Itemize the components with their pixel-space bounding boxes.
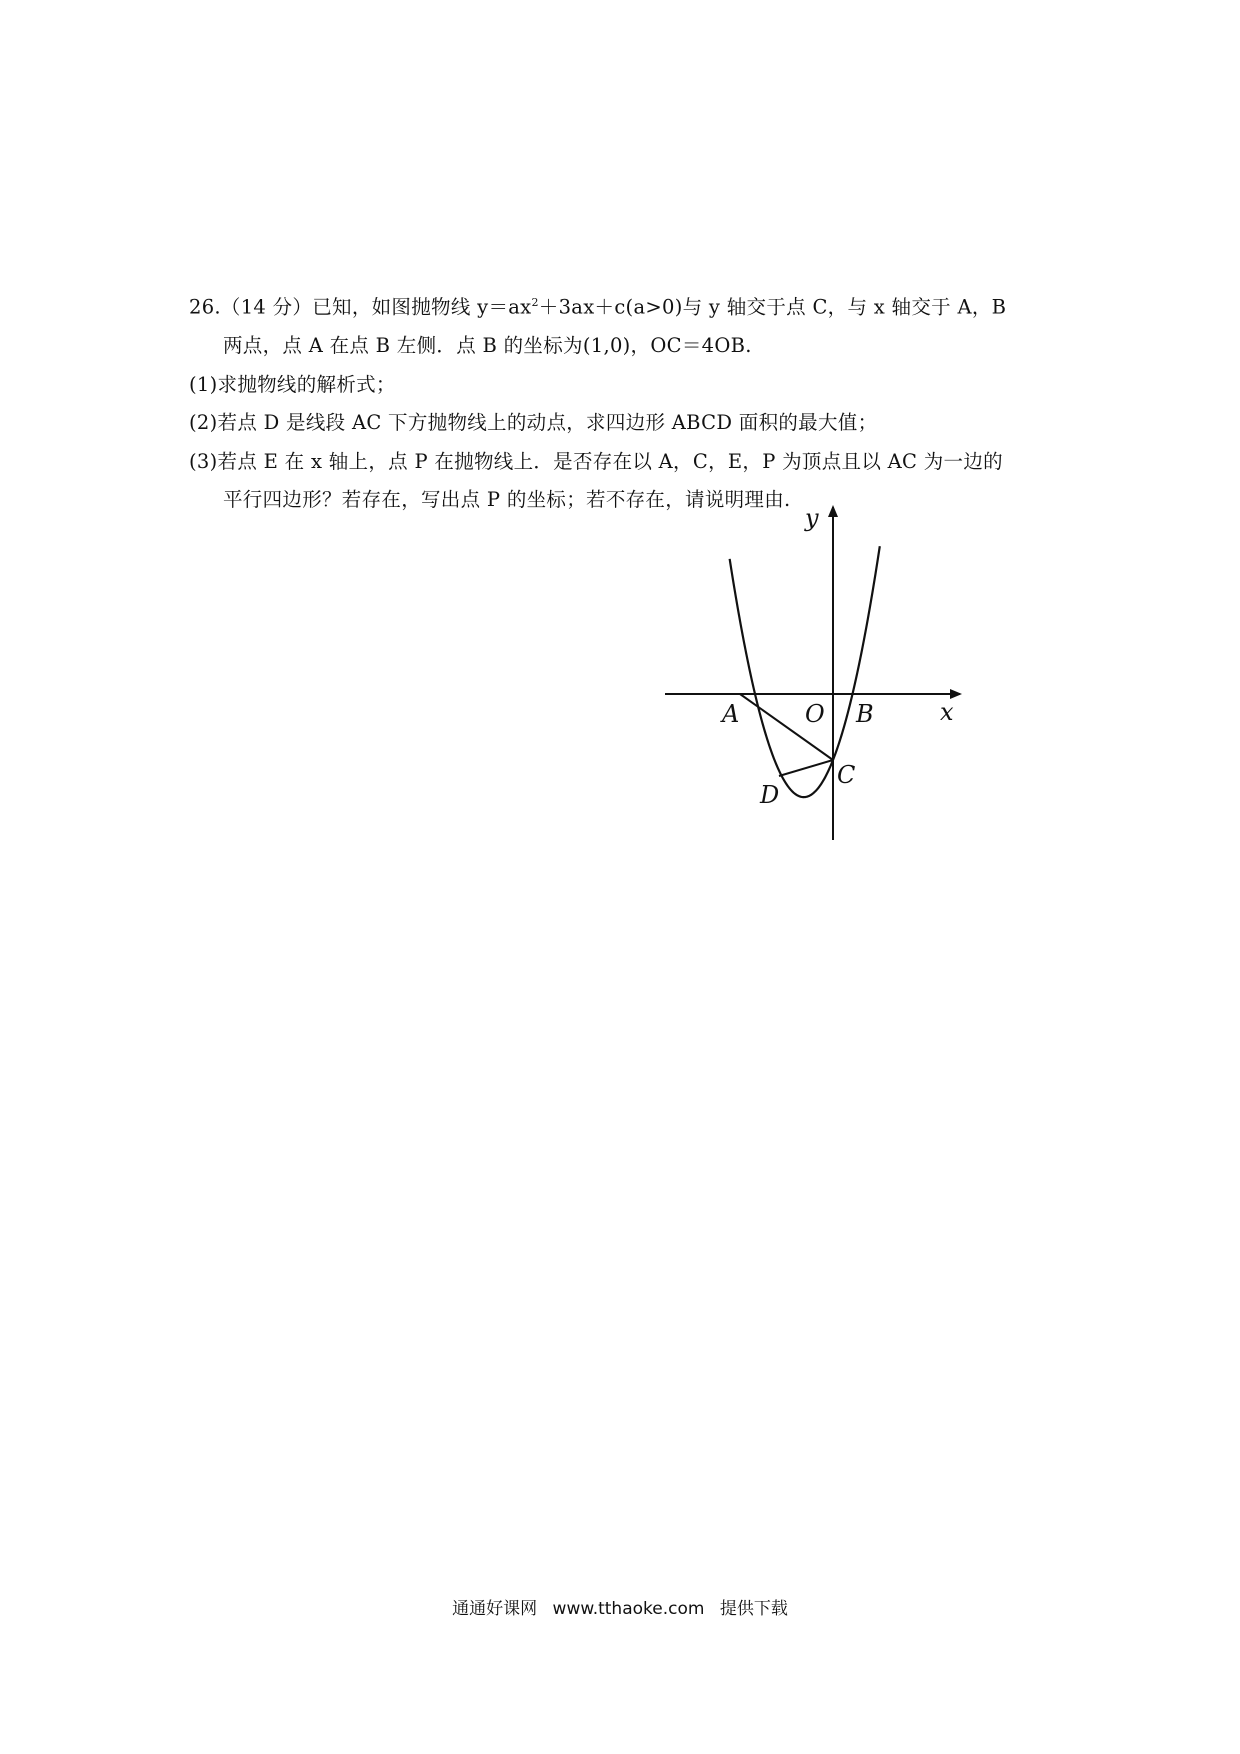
footer-url[interactable]: www.tthaoke.com: [552, 1599, 705, 1619]
label-b: B: [856, 700, 874, 728]
footer-suffix: 提供下载: [719, 1599, 788, 1619]
problem-text: [189, 284, 1089, 520]
segment-dc: [779, 760, 833, 776]
problem-stem-part1: 已知，如图抛物线 y＝ax: [312, 295, 532, 319]
question-3-line1: (3)若点 E 在 x 轴上，点 P 在抛物线上．是否存在以 A，C，E，P 为顶点且以 AC 为一边的: [189, 449, 1003, 473]
exponent: 2: [531, 296, 539, 309]
question-3-line2: 平行四边形？若存在，写出点 P 的坐标；若不存在，请说明理由.: [223, 488, 791, 511]
footer-site-name: 通通好课网: [452, 1599, 538, 1619]
question-2: (2)若点 D 是线段 AC 下方抛物线上的动点，求四边形 ABCD 面积的最大值；: [189, 411, 878, 434]
problem-number: 26.: [189, 295, 221, 319]
problem-stem-line2: 两点，点 A 在点 B 左侧．点 B 的坐标为(1,0)，OC＝4OB.: [223, 334, 752, 357]
label-y: y: [805, 504, 819, 532]
label-c: C: [837, 761, 856, 789]
label-x: x: [940, 698, 954, 726]
label-a: A: [722, 700, 740, 728]
page-footer: [0, 1594, 1240, 1619]
parabola-figure: [660, 500, 970, 845]
parabola-curve-smooth: [730, 546, 880, 797]
question-1: (1)求抛物线的解析式；: [189, 372, 396, 396]
problem-stem-part2: ＋3ax＋c(a>0)与 y 轴交于点 C，与 x 轴交于 A，B: [538, 295, 1007, 319]
label-o: O: [805, 700, 825, 728]
problem-stem-line1: [189, 284, 1089, 327]
problem-points: （14 分）: [220, 295, 313, 319]
label-d: D: [760, 781, 780, 809]
parabola-diagram: [660, 500, 970, 845]
